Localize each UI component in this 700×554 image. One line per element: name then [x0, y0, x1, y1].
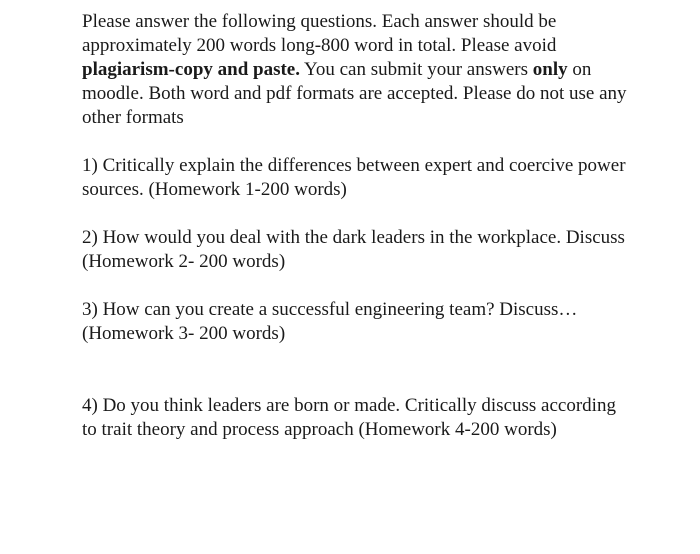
instructions-text-1: Please answer the following questions. Each answer should be approximately 200 words long-800 word in total. Please avoid	[82, 11, 557, 56]
question-1: 1) Critically explain the differences between expert and coercive power sources. (Homework 1-200 words)	[82, 155, 626, 200]
question-4: 4) Do you think leaders are born or made. Critically discuss according to trait theory and process approach (Homework 4-200 words)	[82, 395, 616, 440]
instructions-text-2: You can submit your answers	[300, 59, 533, 80]
document-body	[82, 10, 627, 442]
instructions-bold-plagiarism: plagiarism-copy and paste.	[82, 59, 300, 80]
question-2: 2) How would you deal with the dark leaders in the workplace. Discuss (Homework 2- 200 words)	[82, 227, 625, 272]
instructions-paragraph	[82, 10, 627, 130]
instructions-text-3: on moodle. Both word and pdf formats are accepted. Please do not use any other formats	[82, 59, 627, 128]
question-3: 3) How can you create a successful engineering team? Discuss… (Homework 3- 200 words)	[82, 299, 578, 344]
instructions-bold-only: only	[532, 59, 568, 80]
